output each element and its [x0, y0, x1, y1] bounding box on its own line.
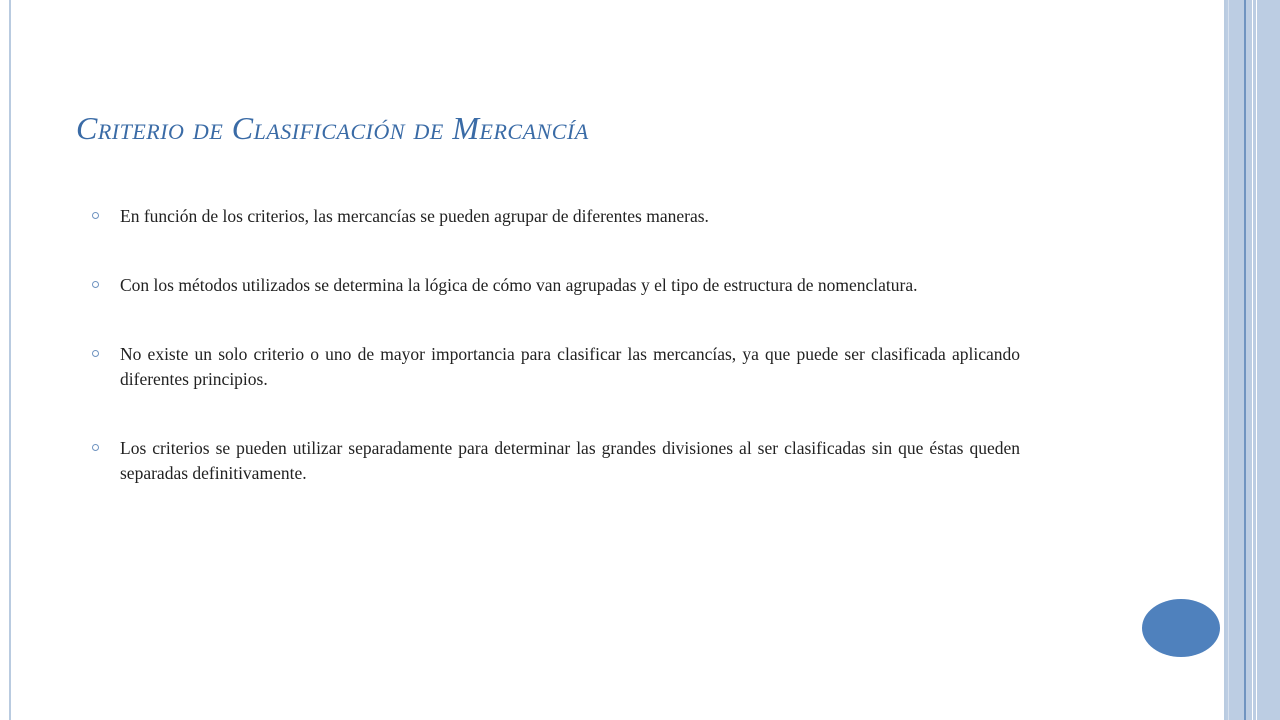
slide-title: Criterio de Clasificación de Mercancía	[76, 110, 589, 146]
bullet-list	[92, 204, 1020, 486]
bullet-text: Con los métodos utilizados se determina la lógica de cómo van agrupadas y el tipo de estructura de nomenclatura.	[120, 275, 918, 295]
right-decorative-line	[1224, 0, 1226, 720]
hollow-circle-bullet-icon	[92, 212, 99, 219]
bullet-item	[92, 436, 1020, 486]
bullet-item	[92, 342, 1020, 392]
left-border-line	[9, 0, 11, 720]
right-decorative-line	[1256, 0, 1257, 720]
right-decorative-line	[1252, 0, 1253, 720]
bullet-text: No existe un solo criterio o uno de mayor importancia para clasificar las mercancías, ya que puede ser clasificada aplicando diferentes principios.	[120, 344, 1020, 389]
hollow-circle-bullet-icon	[92, 281, 99, 288]
bullet-text: Los criterios se pueden utilizar separadamente para determinar las grandes divisiones al ser clasificadas sin que éstas queden separadas definitivamente.	[120, 438, 1020, 483]
right-decorative-line	[1228, 0, 1229, 720]
hollow-circle-bullet-icon	[92, 444, 99, 451]
bullet-item	[92, 204, 1020, 229]
bullet-text: En función de los criterios, las mercancías se pueden agrupar de diferentes maneras.	[120, 206, 709, 226]
bullet-item	[92, 273, 1020, 298]
right-decorative-line	[1244, 0, 1246, 720]
hollow-circle-bullet-icon	[92, 350, 99, 357]
blue-circle-decoration	[1142, 599, 1220, 657]
